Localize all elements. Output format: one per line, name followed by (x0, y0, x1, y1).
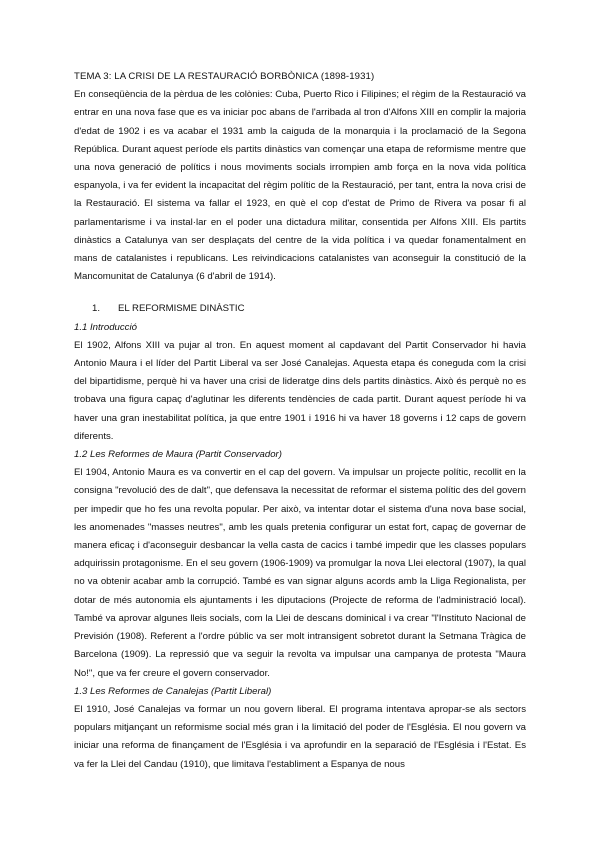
section-title: EL REFORMISME DINÀSTIC (118, 303, 245, 315)
intro-paragraph: En conseqüència de la pèrdua de les colònies: Cuba, Puerto Rico i Filipines; el règim de la Restauració va entrar en una nova fase que es va iniciar poc abans de l'arribada al tron d'Alfons XIII en complir la majoria d'edat de 1902 i es va acabar el 1931 amb la caiguda de la monarquia i la proclamació de la Segona República. Durant aquest període els partits dinàstics van començar una etapa de reformisme mentre que una nova generació de polítics i nous moviments socials irrompien amb força en la nova vida política espanyola, i va fer evident la incapacitat del règim polític de la Restauració, per tant, entra la nova crisi de la Restauració. El sistema va fallar el 1923, en què el cop d'estat de Primo de Rivera va posar fi al parlamentarisme i va instal·lar en el poder una dictadura militar, consentida per Alfons XIII. Els partits dinàstics a Catalunya van ser desplaçats del centre de la vida política i va quedar fonamentalment en mans de catalanistes i republicans. Les reivindicacions catalanistes van aconseguir la constitució de la Mancomunitat de Catalunya (6 d'abril de 1914). (74, 89, 526, 283)
subsection-text-1-3: El 1910, José Canalejas va formar un nou govern liberal. El programa intentava apropar-se als sectors populars mitjançant un reformisme social més gran i la limitació del poder de l'Església. El nou govern va iniciar una reforma de finançament de l'Església i va aprofundir en la separació de l'Església i l'Estat. Es va fer la Llei del Candau (1910), que limitava l'establiment a Espanya de nous (74, 703, 526, 770)
section-heading (74, 300, 526, 318)
subsection-heading-1-3: 1.3 Les Reformes de Canalejas (Partit Liberal) (74, 685, 272, 697)
subsection-text-1-2: El 1904, Antonio Maura es va convertir en el cap del govern. Va impulsar un projecte polític, recollit en la consigna "revolució des de dalt", que defensava la necessitat de reformar el sistema polític des del govern per impedir que ho fes una revolta popular. Per això, va intentar dotar el sistema d'una nova base social, les anomenades "masses neutres", amb les quals pretenia configurar un estat fort, capaç de governar de manera eficaç i d'aconseguir desbancar la vella casta de cacics i també impedir que les classes populars adquirissin protagonisme. En el seu govern (1906-1909) va promulgar la nova Llei electoral (1907), la qual no va obtenir acabar amb la corrupció. També es van signar alguns acords amb la Lliga Regionalista, per dotar de més autonomia els ajuntaments i les diputacions (Projecte de reforma de l'administració local). També va aprovar algunes lleis socials, com la Llei de descans dominical i va crear "l'Instituto Nacional de Previsión (1908). Referent a l'ordre públic va ser molt intransigent sobretot durant la Setmana Tràgica de Barcelona (1909). La repressió que va seguir la revolta va impulsar una campanya de protesta "Maura No!", que va fer creure el govern conservador. (74, 467, 526, 679)
subsection-heading-1-1: 1.1 Introducció (74, 321, 137, 333)
section-number: 1. (92, 303, 101, 315)
document-title: TEMA 3: LA CRISI DE LA RESTAURACIÓ BORBÒNICA (1898-1931) (74, 71, 375, 82)
document-page (74, 68, 526, 774)
subsection-text-1-1: El 1902, Alfons XIII va pujar al tron. En aquest moment al capdavant del Partit Conservador hi havia Antonio Maura i el líder del Partit Liberal va ser José Canalejas. Aquesta etapa és coneguda com la crisi del bipartidisme, perquè hi va haver una crisi de lideratge dins dels partits dinàstics. Això és perquè no es trobava una figura capaç d'aglutinar les diferents tendències de cada partit. Durant aquest període hi va haver una gran inestabilitat política, ja que entre 1901 i 1916 hi va haver 18 governs i 12 caps de govern diferents. (74, 339, 526, 442)
subsection-heading-1-2: 1.2 Les Reformes de Maura (Partit Conservador) (74, 449, 282, 461)
